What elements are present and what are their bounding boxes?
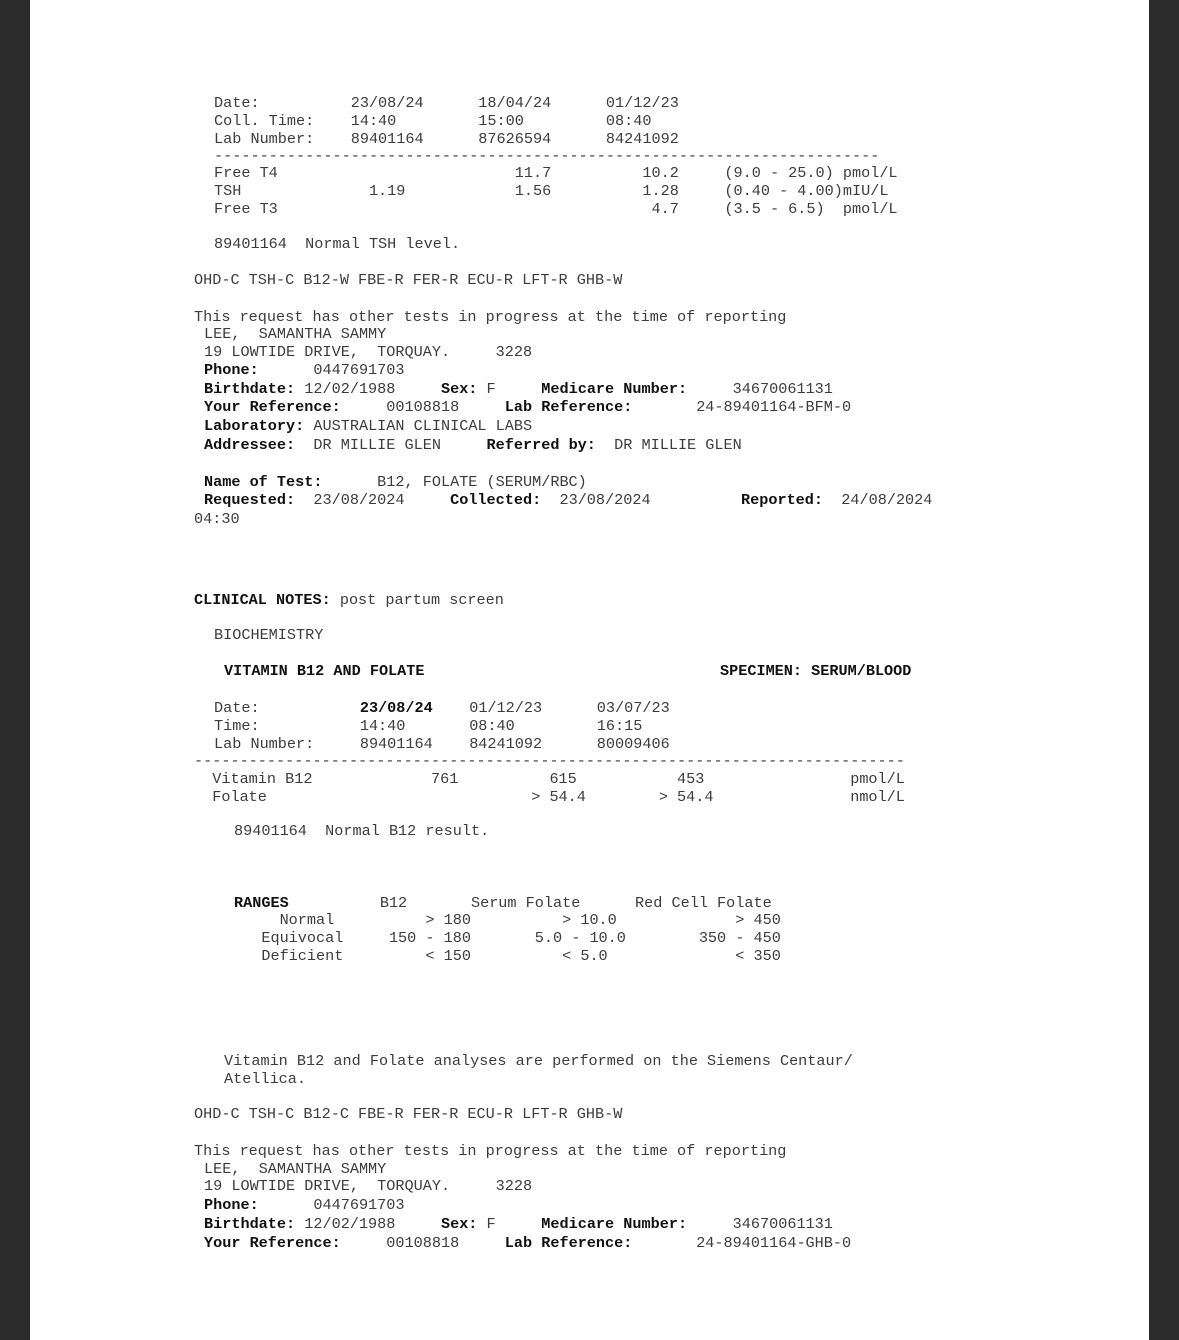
patient-references: [204, 398, 851, 416]
panel-title: VITAMIN B12 AND FOLATE: [224, 662, 425, 680]
lab-reference-label: Lab Reference:: [504, 398, 633, 416]
b12-date-label: Date:: [214, 699, 360, 717]
request-dates-row: [204, 491, 696, 509]
report-page: [30, 0, 1149, 1340]
your-reference-label-2: Your Reference:: [204, 1234, 341, 1252]
reported-value: 24/08/2024: [823, 491, 933, 509]
clinical-notes: [194, 591, 504, 609]
patient-references-2: [204, 1234, 851, 1252]
birthdate-value: 12/02/1988: [295, 380, 441, 398]
medicare-label-2: Medicare Number:: [541, 1215, 688, 1233]
patient-birth-sex-medicare: [204, 380, 833, 398]
thyroid-date-row: Date: 23/08/24 18/04/24 01/12/23: [214, 94, 679, 112]
reported-label: Reported:: [741, 491, 824, 509]
b12-date-row: [214, 699, 670, 717]
thyroid-result-tsh: TSH 1.19 1.56 1.28 (0.40 - 4.00)mIU/L: [214, 182, 889, 200]
medicare-value-2: 34670061131: [687, 1215, 833, 1233]
birthdate-value-2: 12/02/1988: [295, 1215, 441, 1233]
b12-divider: ------------------------------------------------------------------------------: [194, 752, 905, 770]
method-note-line-1: Vitamin B12 and Folate analyses are performed on the Siemens Centaur/: [224, 1052, 853, 1070]
birthdate-label: Birthdate:: [204, 380, 296, 398]
b12-result-folate: Folate > 54.4 > 54.4 nmol/L: [194, 788, 905, 806]
name-of-test-row: [204, 473, 587, 491]
your-reference-label: Your Reference:: [204, 398, 341, 416]
patient-birth-sex-medicare-2: [204, 1215, 833, 1233]
b12-time-row: Time: 14:40 08:40 16:15: [214, 717, 643, 735]
in-progress-notice-2: This request has other tests in progress at the time of reporting: [194, 1142, 787, 1160]
thyroid-divider: -------------------------------------------------------------------------: [214, 147, 880, 165]
lab-reference-label-2: Lab Reference:: [504, 1234, 633, 1252]
patient-address: 19 LOWTIDE DRIVE, TORQUAY. 3228: [204, 343, 533, 361]
patient-name-2: LEE, SAMANTHA SAMMY: [204, 1160, 387, 1178]
phone-value-2: 0447691703: [258, 1196, 405, 1214]
sex-label: Sex:: [440, 380, 478, 398]
laboratory-label: Laboratory:: [204, 417, 305, 435]
thyroid-test-codes: OHD-C TSH-C B12-W FBE-R FER-R ECU-R LFT-R GHB-W: [194, 271, 623, 289]
sex-label-2: Sex:: [440, 1215, 478, 1233]
thyroid-labnumber-row: Lab Number: 89401164 87626594 84241092: [214, 130, 679, 148]
birthdate-label-2: Birthdate:: [204, 1215, 296, 1233]
thyroid-comment: 89401164 Normal TSH level.: [214, 235, 461, 253]
collected-value: 23/08/2024: [541, 491, 697, 509]
clinical-notes-label: CLINICAL NOTES:: [194, 591, 331, 609]
addressee-row: [204, 436, 742, 454]
thyroid-time-row: Coll. Time: 14:40 15:00 08:40: [214, 112, 652, 130]
ranges-normal-row: Normal > 180 > 10.0 > 450: [234, 911, 781, 929]
collected-label: Collected:: [450, 491, 542, 509]
addressee-value: DR MILLIE GLEN: [295, 436, 487, 454]
patient-phone-2: [204, 1196, 405, 1214]
b12-test-codes: OHD-C TSH-C B12-C FBE-R FER-R ECU-R LFT-R GHB-W: [194, 1105, 623, 1123]
b12-labnumber-row: Lab Number: 89401164 84241092 80009406: [214, 735, 670, 753]
lab-reference-value: 24-89401164-BFM-0: [632, 398, 852, 416]
laboratory-row: [204, 417, 532, 435]
thyroid-result-free-t3: Free T3 4.7 (3.5 - 6.5) pmol/L: [214, 200, 898, 218]
ranges-columns: B12 Serum Folate Red Cell Folate: [288, 894, 772, 912]
requested-value: 23/08/2024: [295, 491, 451, 509]
patient-phone: [204, 361, 405, 379]
b12-date-previous: 01/12/23 03/07/23: [432, 699, 670, 717]
laboratory-value: AUSTRALIAN CLINICAL LABS: [304, 417, 533, 435]
in-progress-notice: This request has other tests in progress at the time of reporting: [194, 308, 787, 326]
referred-by-label: Referred by:: [486, 436, 596, 454]
b12-result-vitamin-b12: Vitamin B12 761 615 453 pmol/L: [194, 770, 905, 788]
sex-value: F: [477, 380, 542, 398]
phone-label-2: Phone:: [204, 1196, 259, 1214]
reported-row: [741, 491, 932, 509]
method-note-line-2: Atellica.: [224, 1070, 307, 1088]
ranges-deficient-row: Deficient < 150 < 5.0 < 350: [234, 947, 781, 965]
b12-comment: 89401164 Normal B12 result.: [234, 822, 490, 840]
medicare-value: 34670061131: [687, 380, 833, 398]
ranges-title: RANGES: [234, 894, 289, 912]
thyroid-result-free-t4: Free T4 11.7 10.2 (9.0 - 25.0) pmol/L: [214, 164, 898, 182]
patient-address-2: 19 LOWTIDE DRIVE, TORQUAY. 3228: [204, 1177, 533, 1195]
patient-name: LEE, SAMANTHA SAMMY: [204, 325, 387, 343]
requested-label: Requested:: [204, 491, 296, 509]
b12-date-current: 23/08/24: [359, 699, 433, 717]
addressee-label: Addressee:: [204, 436, 296, 454]
lab-reference-value-2: 24-89401164-GHB-0: [632, 1234, 852, 1252]
your-reference-value-2: 00108818: [340, 1234, 505, 1252]
name-of-test-value: B12, FOLATE (SERUM/RBC): [322, 473, 587, 491]
specimen-type: SPECIMEN: SERUM/BLOOD: [720, 662, 912, 680]
medicare-label: Medicare Number:: [541, 380, 688, 398]
section-heading: BIOCHEMISTRY: [214, 626, 324, 644]
clinical-notes-value: post partum screen: [330, 591, 504, 609]
reported-time: 04:30: [194, 510, 240, 528]
phone-value: 0447691703: [258, 361, 405, 379]
name-of-test-label: Name of Test:: [204, 473, 323, 491]
your-reference-value: 00108818: [340, 398, 505, 416]
ranges-equivocal-row: Equivocal 150 - 180 5.0 - 10.0 350 - 450: [234, 929, 781, 947]
ranges-header: [234, 894, 772, 912]
phone-label: Phone:: [204, 361, 259, 379]
referred-by-value: DR MILLIE GLEN: [595, 436, 742, 454]
sex-value-2: F: [477, 1215, 542, 1233]
